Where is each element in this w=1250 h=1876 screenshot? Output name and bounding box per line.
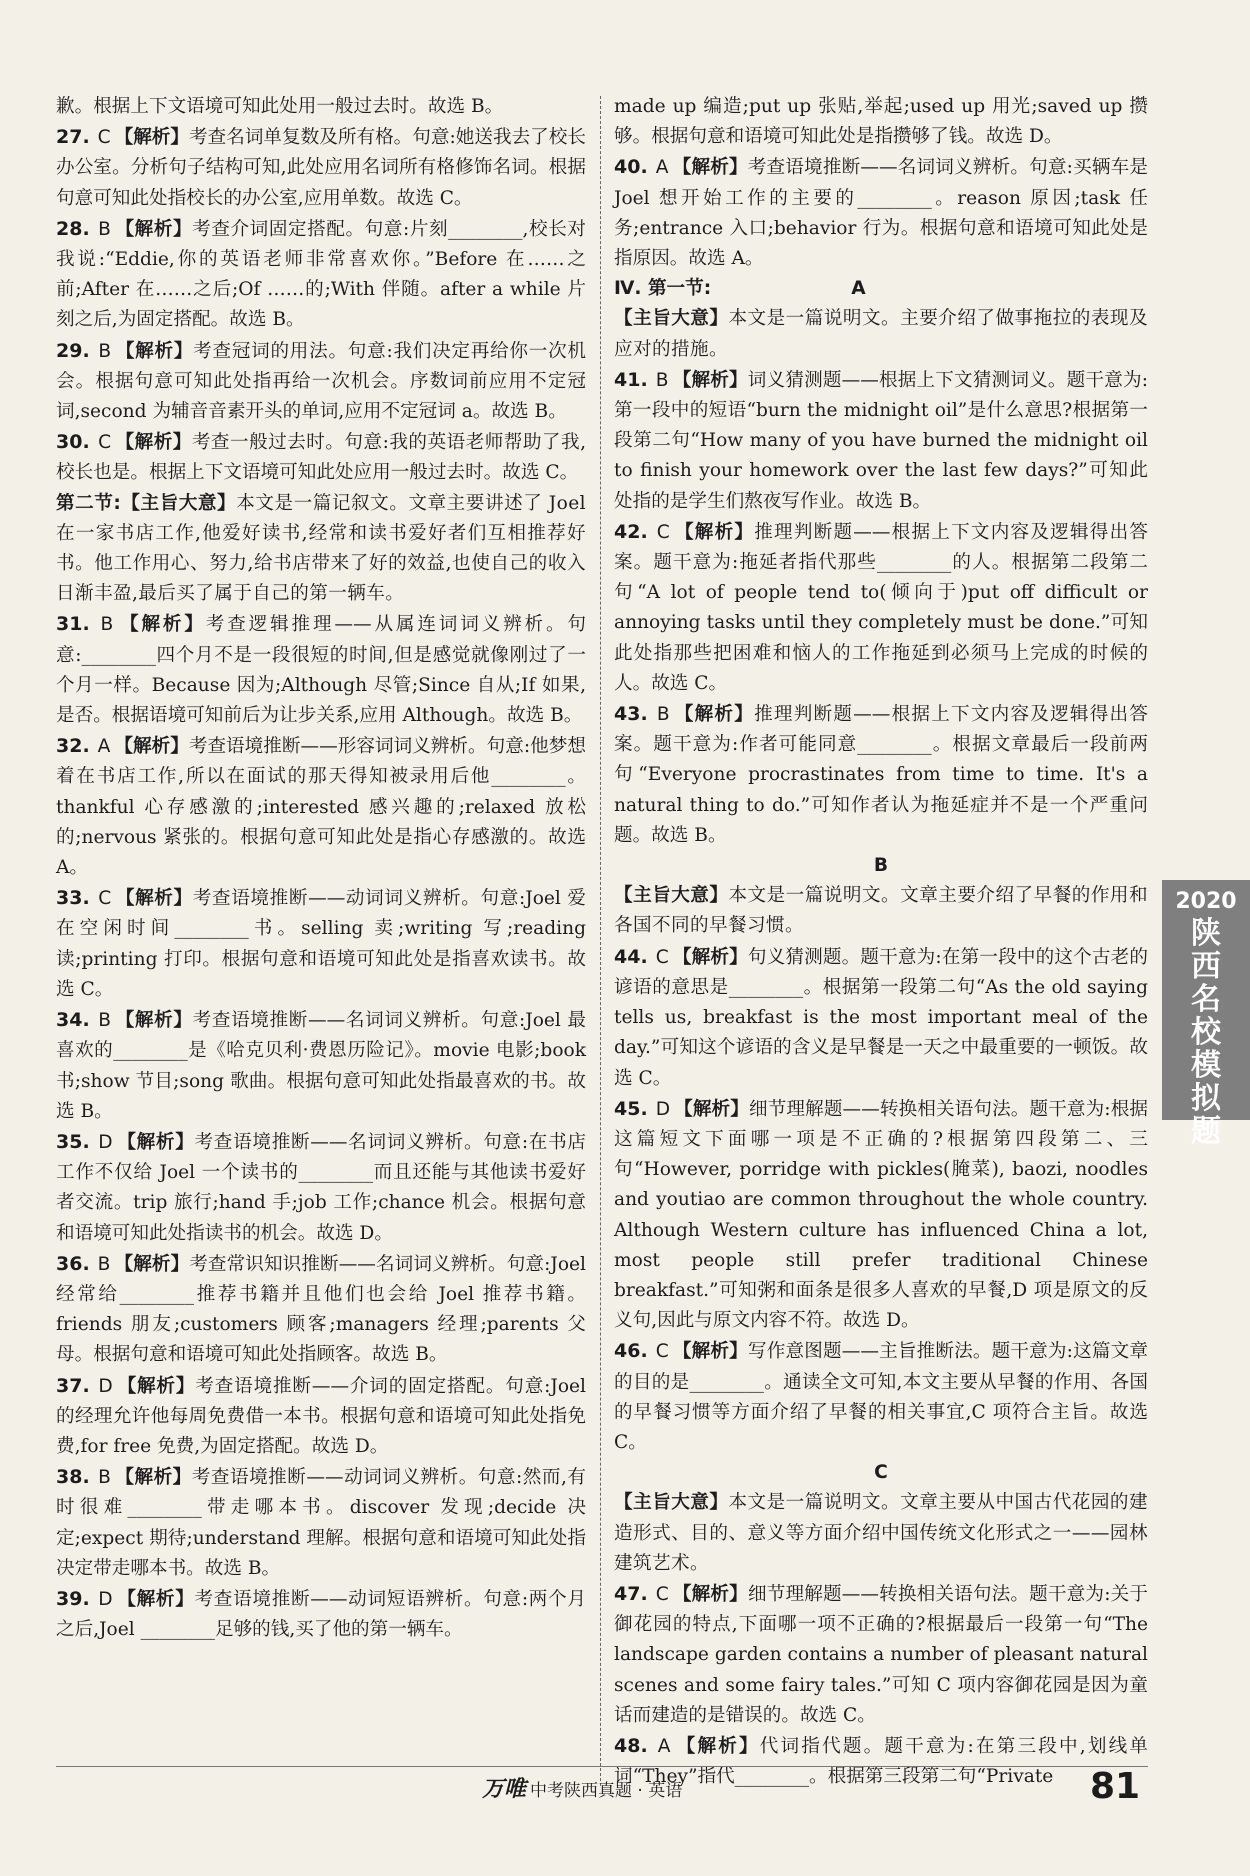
- question-number: 45.: [614, 1097, 648, 1120]
- analysis-text: 考查逻辑推理——从属连词词义辨析。句意:________四个月不是一段很短的时间,但是感觉就像刚过了一个月一样。Because 因为;Although 尽管;Since 自从;If 如果,是否。根据语境可知前后为让步关系,应用 Although。故选 B。: [56, 614, 586, 727]
- passage-letter-b: B: [873, 855, 889, 877]
- analysis-tag: 【解析】: [673, 704, 755, 726]
- answer-letter: C: [98, 888, 112, 910]
- publisher-logo: 万唯: [482, 1777, 527, 1802]
- section-four-heading: [614, 274, 1148, 304]
- analysis-text: 句义猜测题。题干意为:在第一段中的这个古老的谚语的意思是________。根据第一段第二句“As the old saying tells us, breakfast is the most important meal of the day.”可知这个谚语的含义是早餐是一天之中最重要的一顿饭。故选 C。: [614, 946, 1148, 1089]
- answer-item-32: [56, 731, 586, 883]
- analysis-tag: 【解析】: [672, 157, 748, 179]
- question-number: 39.: [56, 1587, 90, 1610]
- analysis-tag: 【解析】: [117, 614, 206, 636]
- analysis-text: 考查语境推断——形容词词义辨析。句意:他梦想着在书店工作,所以在面试的那天得知被录用后他________。thankful 心存感激的;interested 感兴趣的;relaxed 放松的;nervous 紧张的。根据句意可知此处是指心存感激的。故选 A。: [56, 736, 586, 879]
- page-number: 81: [1090, 1766, 1141, 1807]
- answer-letter: C: [655, 946, 669, 968]
- analysis-text: 考查语境推断——动词短语辨析。句意:两个月之后,Joel ________足够的钱,买了他的第一辆车。: [56, 1588, 586, 1641]
- answer-letter: A: [97, 736, 111, 758]
- answer-item-28: [56, 214, 586, 336]
- analysis-text: 考查语境推断——介词的固定搭配。句意:Joel 的经理允许他每周免费借一本书。根据句意和语境可知此处指免费,for free 免费,为固定搭配。故选 D。: [56, 1375, 586, 1457]
- answer-letter: C: [655, 1583, 669, 1605]
- answer-item-42: [614, 517, 1148, 699]
- analysis-text: 考查语境推断——动词词义辨析。句意:然而,有时很难________带走哪本书。discover 发现;decide 决定;expect 期待;understand 理解。根据句意和语境可知此处指决定带走哪本书。故选 B。: [56, 1467, 586, 1579]
- passage-b-summary: [614, 881, 1148, 941]
- section-label: 第二节:: [56, 492, 122, 514]
- answer-item-45: [614, 1094, 1148, 1337]
- question-number: 33.: [56, 887, 90, 910]
- section-two-summary: [56, 489, 586, 610]
- answer-item-34: [56, 1005, 586, 1127]
- analysis-tag: 【解析】: [672, 946, 748, 968]
- answer-item-37: [56, 1371, 586, 1463]
- analysis-tag: 【解析】: [114, 1253, 190, 1275]
- question-number: 48.: [614, 1734, 648, 1757]
- summary-tag: 【主旨大意】: [614, 308, 729, 330]
- analysis-text: 考查一般过去时。句意:我的英语老师帮助了我,校长也是。根据上下文语境可知此处应用一般过去时。故选 C。: [56, 432, 586, 484]
- answer-letter: B: [98, 218, 111, 240]
- analysis-tag: 【解析】: [673, 521, 755, 543]
- analysis-text: 词义猜测题——根据上下文猜测词义。题干意为:第一段中的短语“burn the midnight oil”是什么意思?根据第一段第二句“How many of you have burned the midnight oil to finish your homework over the last few days?”可知此处指的是学生们熬夜写作业。故选 B。: [614, 369, 1148, 512]
- question-number: 30.: [56, 431, 90, 454]
- analysis-tag: 【解析】: [674, 1098, 749, 1120]
- summary-text: 本文是一篇记叙文。文章主要讲述了 Joel 在一家书店工作,他爱好读书,经常和读书爱好者们互相推荐好书。他工作用心、努力,给书店带来了好的效益,也使自己的收入日渐丰盈,最后买了属于自己的第一辆车。: [56, 492, 586, 605]
- summary-tag: 【主旨大意】: [614, 1492, 729, 1514]
- side-tab-char: 西: [1191, 949, 1221, 984]
- passage-a-summary: [614, 304, 1148, 364]
- answer-item-47: [614, 1579, 1148, 1731]
- analysis-text: 写作意图题——主旨推断法。题干意为:这篇文章的目的是________。通读全文可知,本文主要从早餐的作用、各国的早餐习惯等方面介绍了早餐的相关事宜,C 项符合主旨。故选 C。: [614, 1341, 1148, 1453]
- summary-text: 本文是一篇说明文。主要介绍了做事拖拉的表现及应对的措施。: [614, 308, 1148, 360]
- answer-letter: C: [655, 1341, 669, 1363]
- answer-item-36: [56, 1249, 586, 1371]
- section-label: Ⅳ. 第一节:: [614, 278, 712, 300]
- analysis-text: 细节理解题——转换相关语句法。题干意为:根据这篇短文下面哪一项是不正确的?根据第四段第二、三句“However, porridge with pickles(腌菜), baozi, noodles and youtiao are common throughout the whole country. Although Western culture has influenced China a lot, most people still prefer traditional Chinese breakfast.”可知粥和面条是很多人喜欢的早餐,D 项是原文的反义句,因此与原文内容不符。故选 D。: [614, 1098, 1148, 1332]
- summary-text: 本文是一篇说明文。文章主要从中国古代花园的建造形式、目的、意义等方面介绍中国传统文化形式之一——园林建筑艺术。: [614, 1492, 1148, 1574]
- footer-rule: [56, 1766, 1148, 1767]
- analysis-tag: 【解析】: [114, 127, 190, 149]
- analysis-tag: 【解析】: [672, 1583, 748, 1605]
- analysis-text: 细节理解题——转换相关语句法。题干意为:关于御花园的特点,下面哪一项不正确的?根据最后一段第一句“The landscape garden contains a number of pleasant natural scenes and some fairy tales.”可知 C 项内容御花园是因为童话而建造的是错误的。故选 C。: [614, 1583, 1148, 1726]
- side-tab-char: 拟: [1191, 1081, 1221, 1116]
- side-tab-year: 2020: [1175, 889, 1237, 914]
- question-number: 27.: [56, 126, 90, 149]
- analysis-text: 推理判断题——根据上下文内容及逻辑得出答案。题干意为:作者可能同意________。根据文章最后一段前两句“Everyone procrastinates from time to time. It's a natural thing to do.”可知作者认为拖延症并不是一个严重问题。故选 B。: [614, 704, 1148, 846]
- analysis-text: 推理判断题——根据上下文内容及逻辑得出答案。题干意为:拖延者指代那些________的人。根据第二段第二句“A lot of people tend to(倾向于)put off difficult or annoying tasks until they completely must be done.”可知此处指那些把困难和恼人的工作拖延到必须马上完成的时候的人。故选 C。: [614, 521, 1148, 694]
- right-column: [614, 92, 1148, 1792]
- side-tab-char: 陕: [1191, 916, 1221, 951]
- question-number: 44.: [614, 945, 648, 968]
- question-number: 43.: [614, 703, 648, 726]
- column-divider: [600, 96, 601, 1786]
- analysis-text: 考查语境推断——名词词义辨析。句意:买辆车是 Joel 想开始工作的主要的________。reason 原因;task 任务;entrance 入口;behavior 行为。根据句意和语境可知此处是指原因。故选 A。: [614, 157, 1148, 270]
- analysis-tag: 【解析】: [114, 1467, 192, 1489]
- summary-tag: 【主旨大意】: [121, 492, 237, 514]
- question-number: 32.: [56, 735, 90, 758]
- question-number: 34.: [56, 1009, 90, 1032]
- analysis-tag: 【解析】: [116, 1131, 195, 1153]
- answer-letter: A: [655, 157, 669, 179]
- answer-item-33: [56, 883, 586, 1005]
- analysis-tag: 【解析】: [674, 1735, 760, 1757]
- answer-letter: B: [98, 1010, 111, 1032]
- question-number: 28.: [56, 217, 90, 240]
- passage-c-summary: [614, 1488, 1148, 1579]
- summary-tag: 【主旨大意】: [614, 885, 729, 907]
- question-number: 42.: [614, 520, 648, 543]
- analysis-text: 考查语境推断——动词词义辨析。句意:Joel 爱在空闲时间________书。selling 卖;writing 写;reading 读;printing 打印。根据句意和语境可知此处是指喜欢读书。故选 C。: [56, 888, 586, 1000]
- analysis-tag: 【解析】: [116, 1375, 196, 1397]
- question-number: 37.: [56, 1374, 90, 1397]
- answer-letter: B: [655, 369, 669, 391]
- answer-letter: B: [98, 1467, 111, 1489]
- summary-text: 本文是一篇说明文。文章主要介绍了早餐的作用和各国不同的早餐习惯。: [614, 885, 1148, 937]
- question-number: 40.: [614, 156, 648, 179]
- question-number: 38.: [56, 1466, 90, 1489]
- answer-letter: C: [98, 432, 112, 454]
- side-tab: [1162, 880, 1250, 1149]
- answer-letter: D: [98, 1588, 113, 1610]
- analysis-tag: 【解析】: [116, 1588, 195, 1610]
- left-column: [56, 92, 586, 1645]
- answer-item-39: [56, 1584, 586, 1645]
- answer-letter: C: [656, 521, 670, 543]
- answer-item-29: [56, 336, 586, 428]
- answer-item-40: [614, 152, 1148, 274]
- passage-letter-a: A: [851, 278, 866, 300]
- question-number: 31.: [56, 613, 90, 636]
- side-tab-char: 题: [1191, 1114, 1221, 1149]
- answer-letter: D: [98, 1131, 113, 1153]
- question-number: 47.: [614, 1582, 648, 1605]
- answer-letter: B: [98, 340, 112, 362]
- question-number: 35.: [56, 1130, 90, 1153]
- analysis-text: 考查语境推断——名词词义辨析。句意:Joel 最喜欢的________是《哈克贝利·费恩历险记》。movie 电影;book 书;show 节目;song 歌曲。根据句意可知此处指最喜欢的书。故选 B。: [56, 1010, 586, 1122]
- answer-item-46: [614, 1336, 1148, 1458]
- answer-item-35: [56, 1127, 586, 1249]
- answer-letter: A: [657, 1735, 671, 1757]
- answer-letter: B: [97, 1253, 111, 1275]
- analysis-tag: 【解析】: [115, 340, 194, 362]
- answer-item-27: [56, 122, 586, 214]
- answer-item-41: [614, 365, 1148, 517]
- answer-letter: D: [655, 1098, 671, 1120]
- analysis-text: 考查语境推断——名词词义辨析。句意:在书店工作不仅给 Joel 一个读书的________而且还能与其他读书爱好者交流。trip 旅行;hand 手;job 工作;chance 机会。根据句意和语境可知此处指读书的机会。故选 D。: [56, 1131, 586, 1244]
- question-number: 46.: [614, 1340, 648, 1363]
- question-number: 36.: [56, 1252, 90, 1275]
- answer-letter: C: [97, 127, 111, 149]
- side-tab-char: 校: [1191, 1015, 1221, 1050]
- analysis-tag: 【解析】: [672, 1341, 748, 1363]
- analysis-tag: 【解析】: [115, 1010, 193, 1032]
- answer-item-38: [56, 1462, 586, 1584]
- q39-continuation: made up 编造;put up 张贴,举起;used up 用光;saved up 攒够。根据句意和语境可知此处是指攒够了钱。故选 D。: [614, 96, 1148, 148]
- footer-brand: [482, 1772, 682, 1803]
- book-title: 中考陕西真题 · 英语: [530, 1781, 683, 1801]
- analysis-text: 考查常识知识推断——名词词义辨析。句意:Joel 经常给________推荐书籍并且他们也会给 Joel 推荐书籍。friends 朋友;customers 顾客;managers 经理;parents 父母。根据句意和语境可知此处指顾客。故选 B。: [56, 1253, 586, 1366]
- answer-letter: D: [98, 1375, 113, 1397]
- side-tab-char: 名: [1191, 982, 1221, 1017]
- question-number: 29.: [56, 339, 90, 362]
- analysis-tag: 【解析】: [115, 432, 192, 454]
- analysis-tag: 【解析】: [115, 888, 193, 910]
- answer-item-43: [614, 699, 1148, 851]
- analysis-tag: 【解析】: [114, 218, 193, 240]
- answer-item-31: [56, 609, 586, 731]
- page-footer: [0, 1768, 1250, 1812]
- analysis-tag: 【解析】: [114, 736, 189, 758]
- analysis-text: 代词指代题。题干意为:在第三段中,划线单词“They”指代________。根据第三段第二句“Private: [614, 1735, 1148, 1788]
- answer-letter: B: [656, 704, 670, 726]
- analysis-text: 考查冠词的用法。句意:我们决定再给你一次机会。根据句意可知此处指再给一次机会。序数词前应用不定冠词,second 为辅音音素开头的单词,应用不定冠词 a。故选 B。: [56, 340, 586, 423]
- answer-letter: B: [100, 614, 114, 636]
- question-number: 41.: [614, 368, 648, 391]
- analysis-tag: 【解析】: [672, 369, 748, 391]
- answer-item-44: [614, 942, 1148, 1094]
- answer-item-30: [56, 427, 586, 488]
- passage-letter-c: C: [874, 1462, 888, 1484]
- analysis-text: 考查介词固定搭配。句意:片刻________,校长对我说:“Eddie,你的英语老师非常喜欢你。”Before 在……之前;After 在……之后;Of ……的;With 伴随。after a while 片刻之后,为固定搭配。故选 B。: [56, 218, 586, 331]
- q26-continuation: 歉。根据上下文语境可知此处用一般过去时。故选 B。: [56, 96, 504, 117]
- side-tab-char: 模: [1191, 1048, 1221, 1083]
- analysis-text: 考查名词单复数及所有格。句意:她送我去了校长办公室。分析句子结构可知,此处应用名词所有格修饰名词。根据句意可知此处指校长的办公室,应用单数。故选 C。: [56, 127, 586, 209]
